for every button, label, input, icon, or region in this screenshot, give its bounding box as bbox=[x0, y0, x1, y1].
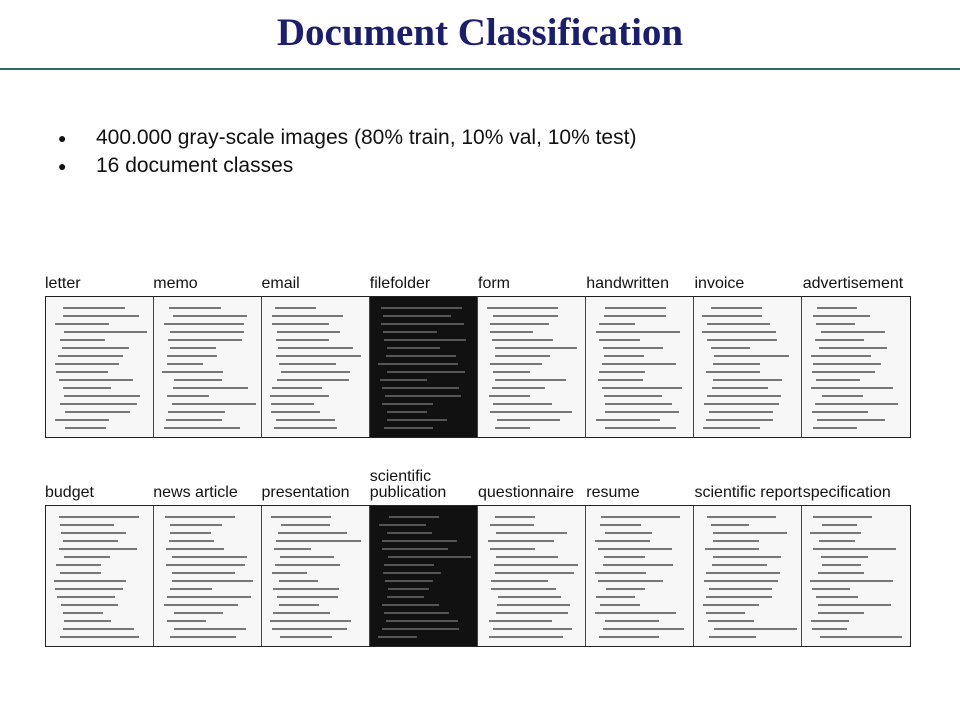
class-label: budget bbox=[45, 484, 94, 501]
document-text-line bbox=[276, 540, 361, 542]
document-text-line bbox=[280, 556, 334, 558]
document-text-line bbox=[64, 556, 111, 558]
document-text-line bbox=[811, 355, 871, 357]
document-text-line bbox=[174, 628, 247, 630]
document-text-line bbox=[822, 395, 863, 397]
document-text-line bbox=[494, 564, 579, 566]
document-text-line bbox=[387, 371, 465, 373]
document-text-line bbox=[169, 540, 214, 542]
document-text-line bbox=[816, 596, 858, 598]
document-text-line bbox=[714, 628, 797, 630]
document-text-line bbox=[496, 532, 567, 534]
document-text-line bbox=[713, 532, 787, 534]
document-text-line bbox=[271, 516, 331, 518]
document-text-line bbox=[495, 355, 550, 357]
document-text-line bbox=[65, 427, 105, 429]
document-text-line bbox=[709, 636, 756, 638]
document-text-line bbox=[713, 556, 782, 558]
document-text-line bbox=[497, 419, 559, 421]
document-text-line bbox=[603, 564, 673, 566]
document-text-line bbox=[703, 427, 760, 429]
document-text-line bbox=[164, 427, 241, 429]
document-text-line bbox=[385, 580, 433, 582]
document-text-line bbox=[495, 516, 535, 518]
document-text-line bbox=[170, 347, 216, 349]
document-text-line bbox=[707, 339, 777, 341]
document-text-line bbox=[167, 620, 206, 622]
class-row-1 bbox=[45, 266, 911, 438]
document-text-line bbox=[813, 548, 896, 550]
document-text-line bbox=[491, 588, 556, 590]
document-text-line bbox=[606, 588, 645, 590]
document-text-line bbox=[702, 315, 762, 317]
class-label: form bbox=[478, 275, 510, 292]
bullet-list bbox=[58, 124, 636, 180]
document-text-line bbox=[172, 556, 247, 558]
document-text-line bbox=[55, 363, 118, 365]
document-text-line bbox=[821, 556, 868, 558]
document-text-line bbox=[168, 339, 242, 341]
document-text-line bbox=[711, 524, 749, 526]
specification-thumbnail bbox=[802, 506, 910, 646]
document-text-line bbox=[599, 371, 645, 373]
document-text-line bbox=[490, 524, 534, 526]
document-text-line bbox=[604, 355, 644, 357]
document-text-line bbox=[60, 636, 140, 638]
document-text-line bbox=[63, 315, 139, 317]
document-text-line bbox=[706, 371, 760, 373]
document-text-line bbox=[383, 572, 440, 574]
document-text-line bbox=[813, 315, 870, 317]
document-text-line bbox=[281, 524, 330, 526]
document-text-line bbox=[811, 387, 893, 389]
document-text-line bbox=[166, 564, 246, 566]
document-text-line bbox=[382, 387, 459, 389]
document-text-line bbox=[379, 524, 425, 526]
document-text-line bbox=[706, 612, 745, 614]
document-text-line bbox=[386, 355, 456, 357]
document-text-line bbox=[172, 403, 257, 405]
filefolder-thumbnail bbox=[370, 297, 478, 437]
document-text-line bbox=[388, 556, 471, 558]
document-text-line bbox=[63, 628, 134, 630]
document-text-line bbox=[59, 379, 133, 381]
document-text-line bbox=[714, 355, 789, 357]
document-text-line bbox=[56, 371, 108, 373]
document-text-line bbox=[174, 612, 223, 614]
document-text-line bbox=[813, 516, 872, 518]
document-text-line bbox=[271, 411, 320, 413]
document-text-line bbox=[493, 371, 530, 373]
document-text-line bbox=[273, 588, 340, 590]
class-label: specification bbox=[802, 484, 891, 501]
document-text-line bbox=[55, 419, 109, 421]
document-text-line bbox=[272, 323, 329, 325]
document-text-line bbox=[600, 604, 640, 606]
document-text-line bbox=[489, 395, 531, 397]
bullet-icon: ● bbox=[58, 130, 67, 146]
document-text-line bbox=[603, 347, 663, 349]
class-label: memo bbox=[153, 275, 198, 292]
document-text-line bbox=[813, 363, 882, 365]
document-text-line bbox=[164, 604, 238, 606]
document-text-line bbox=[816, 379, 860, 381]
document-text-line bbox=[487, 307, 558, 309]
document-text-line bbox=[711, 347, 750, 349]
document-text-line bbox=[605, 403, 672, 405]
document-text-line bbox=[62, 347, 129, 349]
document-text-line bbox=[60, 403, 137, 405]
document-text-line bbox=[378, 636, 416, 638]
class-label: invoice bbox=[694, 275, 745, 292]
document-text-line bbox=[604, 395, 662, 397]
document-text-line bbox=[64, 620, 111, 622]
document-text-line bbox=[167, 596, 251, 598]
document-text-line bbox=[709, 411, 774, 413]
document-text-line bbox=[166, 419, 222, 421]
document-text-line bbox=[712, 564, 767, 566]
document-text-line bbox=[604, 556, 644, 558]
document-text-line bbox=[818, 612, 865, 614]
document-text-line bbox=[598, 580, 663, 582]
invoice-thumbnail bbox=[694, 297, 802, 437]
document-text-line bbox=[489, 636, 563, 638]
document-text-line bbox=[705, 548, 758, 550]
document-text-line bbox=[174, 379, 222, 381]
document-text-line bbox=[595, 612, 676, 614]
document-text-line bbox=[812, 371, 875, 373]
document-text-line bbox=[706, 419, 773, 421]
document-text-line bbox=[60, 339, 105, 341]
document-text-line bbox=[277, 596, 338, 598]
document-text-line bbox=[598, 548, 672, 550]
document-text-line bbox=[167, 355, 217, 357]
document-text-line bbox=[271, 403, 314, 405]
document-text-line bbox=[381, 307, 463, 309]
document-text-line bbox=[495, 572, 574, 574]
document-text-line bbox=[58, 355, 123, 357]
document-text-line bbox=[812, 628, 847, 630]
document-text-line bbox=[810, 532, 861, 534]
document-text-line bbox=[489, 620, 552, 622]
document-text-line bbox=[59, 516, 140, 518]
document-text-line bbox=[272, 387, 323, 389]
document-text-line bbox=[706, 572, 780, 574]
document-text-line bbox=[708, 620, 754, 622]
document-text-line bbox=[813, 427, 857, 429]
document-text-line bbox=[821, 331, 885, 333]
document-text-line bbox=[601, 516, 680, 518]
document-text-line bbox=[605, 532, 653, 534]
document-text-line bbox=[384, 427, 433, 429]
document-text-line bbox=[272, 628, 347, 630]
document-text-line bbox=[61, 604, 119, 606]
document-text-line bbox=[382, 628, 459, 630]
document-text-line bbox=[381, 323, 464, 325]
document-text-line bbox=[605, 307, 666, 309]
class-label: email bbox=[261, 275, 300, 292]
document-text-line bbox=[55, 588, 123, 590]
document-text-line bbox=[279, 604, 320, 606]
document-text-line bbox=[707, 395, 782, 397]
document-text-line bbox=[495, 379, 566, 381]
document-text-line bbox=[170, 532, 212, 534]
class-label: filefolder bbox=[369, 275, 431, 292]
document-text-line bbox=[56, 564, 101, 566]
document-text-line bbox=[595, 572, 647, 574]
document-text-line bbox=[378, 363, 458, 365]
document-text-line bbox=[60, 524, 114, 526]
document-text-line bbox=[815, 339, 864, 341]
class-label: news article bbox=[153, 484, 238, 501]
document-text-line bbox=[274, 427, 337, 429]
document-text-line bbox=[278, 347, 352, 349]
class-row-2 bbox=[45, 468, 911, 647]
document-text-line bbox=[276, 339, 329, 341]
bullet-text: 16 document classes bbox=[96, 154, 294, 177]
document-text-line bbox=[818, 572, 864, 574]
document-text-line bbox=[273, 612, 330, 614]
document-text-line bbox=[490, 331, 534, 333]
document-text-line bbox=[703, 604, 760, 606]
document-text-line bbox=[819, 347, 887, 349]
document-text-line bbox=[495, 347, 577, 349]
document-text-line bbox=[54, 580, 126, 582]
email-thumbnail bbox=[262, 297, 370, 437]
document-text-line bbox=[382, 403, 433, 405]
document-text-line bbox=[702, 331, 776, 333]
document-text-line bbox=[707, 323, 769, 325]
document-text-line bbox=[59, 548, 137, 550]
document-text-line bbox=[713, 540, 759, 542]
document-text-line bbox=[173, 387, 247, 389]
news-article-thumbnail bbox=[154, 506, 262, 646]
document-text-line bbox=[65, 411, 131, 413]
document-text-line bbox=[64, 331, 147, 333]
document-text-line bbox=[386, 620, 458, 622]
document-text-line bbox=[281, 371, 350, 373]
document-text-line bbox=[385, 395, 460, 397]
document-text-line bbox=[704, 580, 778, 582]
document-text-line bbox=[599, 636, 659, 638]
document-text-line bbox=[599, 339, 640, 341]
document-text-line bbox=[280, 636, 332, 638]
document-text-line bbox=[815, 403, 898, 405]
handwritten-thumbnail bbox=[586, 297, 694, 437]
document-text-line bbox=[55, 323, 109, 325]
document-text-line bbox=[492, 339, 554, 341]
document-text-line bbox=[57, 596, 115, 598]
document-text-line bbox=[270, 395, 329, 397]
document-text-line bbox=[167, 363, 203, 365]
class-label: presentation bbox=[261, 484, 350, 501]
document-text-line bbox=[272, 572, 307, 574]
form-thumbnail bbox=[478, 297, 586, 437]
document-text-line bbox=[170, 636, 236, 638]
document-text-line bbox=[496, 556, 557, 558]
document-text-line bbox=[604, 315, 667, 317]
document-text-line bbox=[812, 588, 850, 590]
document-text-line bbox=[63, 540, 118, 542]
document-text-line bbox=[165, 516, 235, 518]
page-title: Document Classification bbox=[276, 11, 684, 54]
bullet-icon: ● bbox=[58, 158, 67, 174]
document-text-line bbox=[277, 331, 341, 333]
document-text-line bbox=[388, 588, 429, 590]
document-text-line bbox=[602, 387, 681, 389]
document-text-line bbox=[389, 516, 439, 518]
document-text-line bbox=[712, 387, 768, 389]
document-text-line bbox=[495, 427, 530, 429]
document-text-line bbox=[63, 612, 104, 614]
document-text-line bbox=[816, 323, 855, 325]
title-divider bbox=[0, 68, 960, 70]
budget-thumbnail bbox=[46, 506, 154, 646]
class-label: scientific publication bbox=[369, 468, 447, 501]
class-label: resume bbox=[586, 484, 640, 501]
document-text-line bbox=[812, 411, 868, 413]
document-text-line bbox=[278, 532, 346, 534]
document-text-line bbox=[706, 596, 772, 598]
document-text-line bbox=[605, 427, 676, 429]
letter-thumbnail bbox=[46, 297, 154, 437]
document-text-line bbox=[822, 564, 862, 566]
memo-thumbnail bbox=[154, 297, 262, 437]
document-text-line bbox=[170, 524, 222, 526]
presentation-thumbnail bbox=[262, 506, 370, 646]
document-text-line bbox=[383, 315, 451, 317]
class-label: advertisement bbox=[802, 275, 904, 292]
document-text-line bbox=[274, 548, 311, 550]
bullet-text: 400.000 gray-scale images (80% train, 10% val, 10% test) bbox=[96, 126, 637, 149]
document-text-line bbox=[490, 411, 572, 413]
document-text-line bbox=[598, 379, 643, 381]
document-text-line bbox=[61, 532, 126, 534]
document-text-line bbox=[709, 588, 773, 590]
scientific-publication-thumbnail bbox=[370, 506, 478, 646]
document-text-line bbox=[380, 379, 427, 381]
document-text-line bbox=[387, 347, 440, 349]
document-text-line bbox=[166, 548, 224, 550]
document-text-line bbox=[384, 339, 467, 341]
document-text-line bbox=[60, 572, 101, 574]
document-text-line bbox=[600, 524, 641, 526]
document-text-line bbox=[270, 620, 350, 622]
document-text-line bbox=[490, 323, 550, 325]
document-text-line bbox=[384, 564, 434, 566]
class-label: handwritten bbox=[586, 275, 669, 292]
document-text-line bbox=[275, 564, 340, 566]
document-text-line bbox=[595, 540, 650, 542]
document-text-line bbox=[497, 604, 571, 606]
document-text-line bbox=[173, 315, 246, 317]
document-text-line bbox=[498, 596, 561, 598]
document-text-line bbox=[382, 548, 448, 550]
document-text-line bbox=[172, 572, 235, 574]
document-text-line bbox=[603, 628, 684, 630]
advertisement-thumbnail bbox=[802, 297, 910, 437]
document-text-line bbox=[170, 588, 212, 590]
document-text-line bbox=[277, 379, 349, 381]
document-text-line bbox=[707, 516, 776, 518]
document-text-line bbox=[596, 596, 635, 598]
document-text-line bbox=[811, 620, 849, 622]
document-text-line bbox=[490, 363, 542, 365]
document-text-line bbox=[272, 315, 343, 317]
document-text-line bbox=[387, 419, 447, 421]
document-text-line bbox=[276, 419, 334, 421]
document-text-line bbox=[63, 387, 111, 389]
class-label: scientific report bbox=[694, 484, 803, 501]
document-text-line bbox=[387, 411, 427, 413]
document-text-line bbox=[605, 620, 660, 622]
document-text-line bbox=[596, 419, 660, 421]
document-text-line bbox=[383, 331, 437, 333]
document-text-line bbox=[276, 355, 361, 357]
document-text-line bbox=[599, 323, 635, 325]
document-text-line bbox=[820, 636, 903, 638]
document-text-line bbox=[279, 363, 337, 365]
document-text-line bbox=[382, 540, 457, 542]
document-text-line bbox=[64, 395, 140, 397]
document-text-line bbox=[169, 307, 221, 309]
document-text-line bbox=[387, 596, 424, 598]
questionnaire-thumbnail bbox=[478, 506, 586, 646]
scientific-report-thumbnail bbox=[694, 506, 802, 646]
document-text-line bbox=[493, 403, 552, 405]
document-text-line bbox=[818, 604, 891, 606]
document-text-line bbox=[63, 307, 125, 309]
document-text-line bbox=[279, 580, 318, 582]
document-text-line bbox=[164, 323, 244, 325]
resume-thumbnail bbox=[586, 506, 694, 646]
document-text-line bbox=[496, 612, 569, 614]
document-text-line bbox=[384, 612, 449, 614]
document-text-line bbox=[711, 307, 762, 309]
document-text-line bbox=[168, 411, 225, 413]
document-text-line bbox=[493, 628, 572, 630]
document-text-line bbox=[172, 580, 252, 582]
document-text-line bbox=[493, 315, 558, 317]
document-text-line bbox=[162, 371, 223, 373]
document-text-line bbox=[713, 363, 759, 365]
document-text-line bbox=[275, 307, 317, 309]
class-label: questionnaire bbox=[478, 484, 575, 501]
document-text-line bbox=[387, 532, 432, 534]
document-text-line bbox=[167, 395, 209, 397]
document-text-line bbox=[596, 331, 680, 333]
document-text-line bbox=[490, 548, 535, 550]
class-label: letter bbox=[45, 275, 81, 292]
document-text-line bbox=[713, 379, 783, 381]
document-text-line bbox=[817, 419, 886, 421]
document-text-line bbox=[822, 524, 858, 526]
document-text-line bbox=[817, 307, 858, 309]
bullet-item bbox=[58, 152, 636, 180]
document-text-line bbox=[491, 580, 548, 582]
document-text-line bbox=[819, 540, 855, 542]
document-text-line bbox=[488, 540, 553, 542]
document-text-line bbox=[704, 403, 779, 405]
document-text-line bbox=[605, 411, 678, 413]
bullet-item bbox=[58, 124, 636, 152]
document-text-line bbox=[602, 363, 676, 365]
document-text-line bbox=[382, 604, 439, 606]
document-text-line bbox=[810, 580, 893, 582]
document-text-line bbox=[492, 387, 545, 389]
document-text-line bbox=[170, 331, 243, 333]
